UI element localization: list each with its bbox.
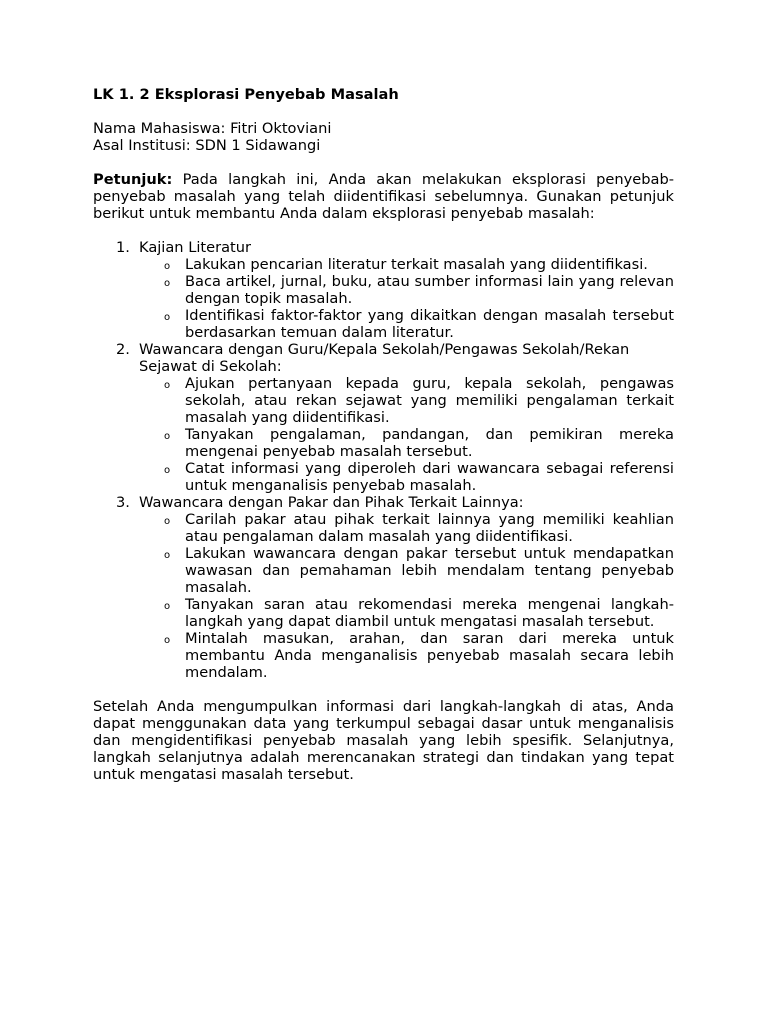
sub-item-text: Lakukan pencarian literatur terkait masalah yang diidentifikasi. xyxy=(185,256,648,273)
step-number: 3. xyxy=(116,494,130,511)
student-institution: Asal Institusi: SDN 1 Sidawangi xyxy=(93,137,321,154)
document-title: LK 1. 2 Eksplorasi Penyebab Masalah xyxy=(93,86,399,103)
sub-item-text: Lakukan wawancara dengan pakar tersebut untuk mendapatkan wawasan dan pemahaman lebih mendalam tentang penyebab masalah. xyxy=(185,545,674,596)
sub-item xyxy=(139,596,674,630)
sub-item xyxy=(139,307,674,341)
bullet-icon: o xyxy=(164,465,171,476)
step-item xyxy=(93,239,674,341)
step-title: Wawancara dengan Pakar dan Pihak Terkait Lainnya: xyxy=(139,494,524,511)
bullet-icon: o xyxy=(164,635,171,646)
step-item xyxy=(93,494,674,681)
sub-item-text: Tanyakan pengalaman, pandangan, dan pemikiran mereka mengenai penyebab masalah tersebut. xyxy=(185,426,674,460)
bullet-icon: o xyxy=(164,516,171,527)
sub-item-text: Carilah pakar atau pihak terkait lainnya yang memiliki keahlian atau pengalaman dalam masalah yang diidentifikasi. xyxy=(185,511,674,545)
bullet-icon: o xyxy=(164,312,171,323)
sub-item xyxy=(139,375,674,426)
sub-list xyxy=(139,256,674,341)
sub-item xyxy=(139,426,674,460)
sub-item-text: Ajukan pertanyaan kepada guru, kepala sekolah, pengawas sekolah, atau rekan sejawat yang memiliki pengalaman terkait masalah yang diidentifikasi. xyxy=(185,375,674,426)
sub-list xyxy=(139,375,674,494)
step-item xyxy=(93,341,674,494)
sub-item xyxy=(139,630,674,681)
sub-item-text: Tanyakan saran atau rekomendasi mereka mengenai langkah-langkah yang dapat diambil untuk mengatasi masalah tersebut. xyxy=(185,596,674,630)
student-name: Nama Mahasiswa: Fitri Oktoviani xyxy=(93,120,332,137)
sub-item xyxy=(139,460,674,494)
student-info xyxy=(93,120,674,154)
instructions-paragraph xyxy=(93,171,674,222)
sub-item xyxy=(139,545,674,596)
sub-item-text: Mintalah masukan, arahan, dan saran dari mereka untuk membantu Anda menganalisis penyebab masalah secara lebih mendalam. xyxy=(185,630,674,681)
step-number: 2. xyxy=(116,341,130,358)
sub-item xyxy=(139,256,674,273)
sub-item xyxy=(139,273,674,307)
bullet-icon: o xyxy=(164,431,171,442)
closing-paragraph: Setelah Anda mengumpulkan informasi dari langkah-langkah di atas, Anda dapat menggunakan data yang terkumpul sebagai dasar untuk menganalisis dan mengidentifikasi penyebab masalah yang lebih spesifik. Selanjutnya, langkah selanjutnya adalah merencanakan strategi dan tindakan yang tepat untuk mengatasi masalah tersebut. xyxy=(93,698,674,783)
sub-list xyxy=(139,511,674,681)
bullet-icon: o xyxy=(164,278,171,289)
bullet-icon: o xyxy=(164,550,171,561)
step-title: Wawancara dengan Guru/Kepala Sekolah/Pengawas Sekolah/Rekan Sejawat di Sekolah: xyxy=(139,341,630,375)
step-title: Kajian Literatur xyxy=(139,239,251,256)
sub-item-text: Catat informasi yang diperoleh dari wawancara sebagai referensi untuk menganalisis penyebab masalah. xyxy=(185,460,674,494)
steps-list xyxy=(93,239,674,681)
step-number: 1. xyxy=(116,239,130,256)
instructions-text: Pada langkah ini, Anda akan melakukan eksplorasi penyebab-penyebab masalah yang telah diidentifikasi sebelumnya. Gunakan petunjuk berikut untuk membantu Anda dalam eksplorasi penyebab masalah: xyxy=(93,171,674,222)
bullet-icon: o xyxy=(164,380,171,391)
bullet-icon: o xyxy=(164,601,171,612)
sub-item-text: Baca artikel, jurnal, buku, atau sumber informasi lain yang relevan dengan topik masalah. xyxy=(185,273,674,307)
bullet-icon: o xyxy=(164,261,171,272)
sub-item xyxy=(139,511,674,545)
document-page xyxy=(93,86,674,783)
sub-item-text: Identifikasi faktor-faktor yang dikaitkan dengan masalah tersebut berdasarkan temuan dalam literatur. xyxy=(185,307,674,341)
instructions-lead: Petunjuk: xyxy=(93,171,173,188)
